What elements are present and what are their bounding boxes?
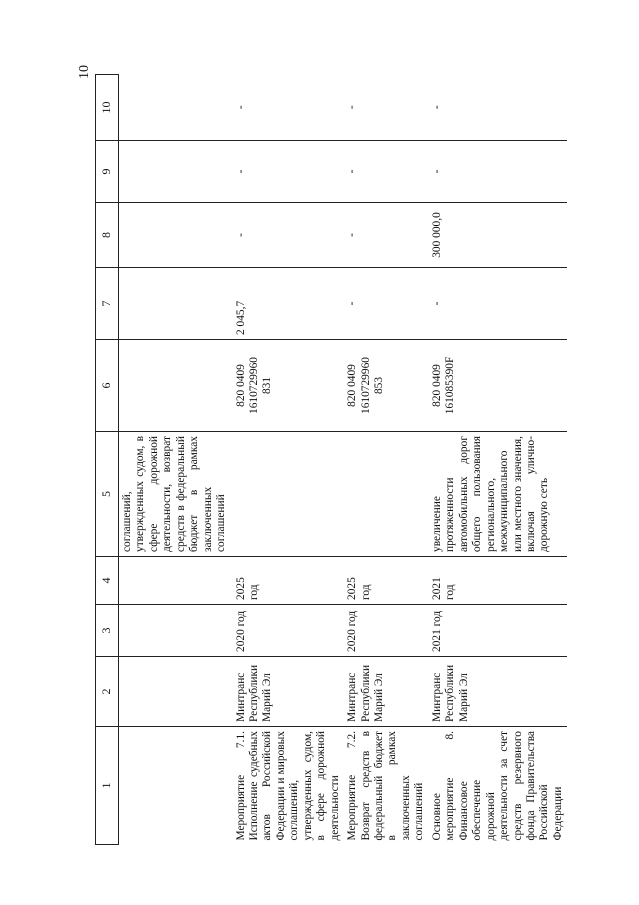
expected-result-cell	[233, 432, 345, 557]
executor-cell: Минтранс Республики Марий Эл	[429, 657, 568, 727]
budget-code-cell	[119, 340, 233, 432]
budget-code-line: 161085390F	[444, 356, 457, 415]
start-year-cell	[119, 605, 233, 657]
start-year-cell: 2021 год	[429, 605, 568, 657]
value-cell: -	[233, 141, 345, 203]
value-cell: -	[344, 141, 429, 203]
column-header: 6	[96, 340, 119, 432]
start-year-cell: 2020 год	[344, 605, 429, 657]
column-header: 3	[96, 605, 119, 657]
budget-code-line: 1610729960	[247, 357, 260, 414]
value-cell	[119, 75, 233, 141]
column-header: 4	[96, 557, 119, 605]
value-cell: -	[429, 141, 568, 203]
table-row	[429, 75, 568, 845]
value-cell: -	[233, 75, 345, 141]
measure-name-cell: Основное мероприятие 8. Финансовое обеспечение дорожной деятельности за счет средств резервного фонда Правительства Российской Федерации	[430, 731, 564, 841]
expected-result-cell: соглашений, утвержденных судом, в сфере дорожной деятельности, возврат средств в федеральный бюджет в рамках заключенных соглашений	[119, 432, 233, 557]
budget-code-line: 1610729960	[359, 357, 372, 414]
value-cell: -	[344, 75, 429, 141]
column-header: 10	[96, 75, 119, 141]
value-cell	[119, 268, 233, 340]
budget-code-line: 820 0409	[430, 364, 443, 407]
column-header: 1	[96, 727, 119, 845]
table-row	[119, 75, 233, 845]
expected-result-cell	[344, 432, 429, 557]
value-cell	[119, 203, 233, 268]
end-year-cell: 2021 год	[429, 557, 568, 605]
column-header: 8	[96, 203, 119, 268]
value-cell: 300 000,0	[429, 203, 568, 268]
table-row	[233, 75, 345, 845]
rotated-table-container	[95, 75, 564, 845]
column-number-row	[96, 75, 119, 845]
column-header: 7	[96, 268, 119, 340]
executor-cell	[119, 657, 233, 727]
measure-name-cell	[119, 727, 233, 845]
end-year-cell	[119, 557, 233, 605]
column-header: 5	[96, 432, 119, 557]
executor-cell: Минтранс Республики Марий Эл	[233, 657, 345, 727]
value-cell	[119, 141, 233, 203]
executor-cell: Минтранс Республики Марий Эл	[344, 657, 429, 727]
value-cell: 2 045,7	[233, 268, 345, 340]
budget-code-line: 820 0409	[346, 364, 359, 407]
value-cell: -	[344, 203, 429, 268]
column-header: 2	[96, 657, 119, 727]
budget-code-line: 820 0409	[234, 364, 247, 407]
end-year-cell: 2025 год	[233, 557, 345, 605]
start-year-cell: 2020 год	[233, 605, 345, 657]
value-cell: -	[429, 268, 568, 340]
column-header: 9	[96, 141, 119, 203]
budget-table	[95, 74, 567, 845]
budget-code-cell	[429, 340, 568, 432]
expected-result-cell: увеличение протяженности автомобильных дорог общего пользования регионального, межмуниципального или местного значения, включая улично-дорожную сеть	[429, 432, 568, 557]
value-cell: -	[429, 75, 568, 141]
page-number: 10	[77, 65, 92, 79]
budget-code-line: 831	[261, 376, 274, 395]
budget-code-cell	[344, 340, 429, 432]
table-row	[344, 75, 429, 845]
measure-name-cell: Мероприятие 7.1. Исполнение судебных актов Российской Федерации и мировых соглашений, утвержденных судом, в сфере дорожной деятельности	[234, 731, 341, 841]
value-cell: -	[344, 268, 429, 340]
budget-code-cell	[233, 340, 345, 432]
end-year-cell: 2025 год	[344, 557, 429, 605]
value-cell: -	[233, 203, 345, 268]
budget-code-line: 853	[373, 376, 386, 395]
measure-name-cell: Мероприятие 7.2. Возврат средств в федеральный бюджет в рамках заключенных соглашений	[346, 731, 426, 841]
